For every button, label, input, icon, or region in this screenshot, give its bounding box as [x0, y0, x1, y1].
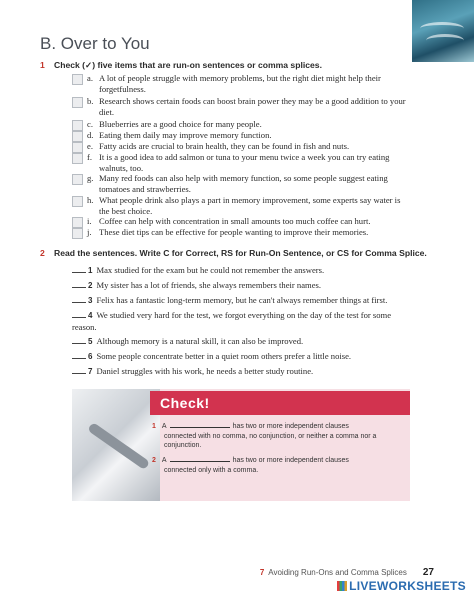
item-text: A lot of people struggle with memory problems, but the right diet might help their forgetfulness.: [99, 73, 381, 94]
check-rest: has two or more independent clauses: [232, 457, 349, 464]
item-letter: j.: [87, 227, 92, 237]
check-a: A: [161, 457, 167, 464]
item-letter: c.: [87, 119, 93, 129]
answer-blank[interactable]: [72, 335, 86, 344]
item-text: These diet tips can be effective for people wanting to improve their memories.: [99, 227, 369, 237]
check-a: A: [161, 423, 167, 430]
item-letter: i.: [87, 216, 92, 226]
q1-item-h: [72, 195, 412, 216]
q1-instruction: [40, 60, 322, 71]
q2-number: 2: [40, 248, 45, 258]
q2-item-1: [72, 264, 412, 277]
check-item-1: [152, 420, 402, 451]
section-title: B. Over to You: [40, 34, 150, 53]
check-rest: has two or more independent clauses: [232, 423, 349, 430]
brand-logo: [337, 579, 466, 593]
check-title: Check!: [160, 395, 210, 411]
q1-item-b: [72, 96, 412, 117]
item-number: 3: [88, 296, 93, 305]
q1-item-j: [72, 227, 412, 238]
item-text: Felix has a fantastic long-term memory, but he can't always remember things at first.: [96, 295, 388, 305]
pen-icon: [87, 422, 150, 470]
q1-item-i: [72, 216, 412, 227]
item-text: It is a good idea to add salmon or tuna to your menu twice a week you can try eating walnuts, too.: [99, 152, 390, 173]
item-text: Blueberries are a good choice for many people.: [99, 119, 262, 129]
q2-instruction-text: Read the sentences. Write C for Correct, RS for Run-On Sentence, or CS for Comma Splice.: [54, 248, 427, 258]
item-letter: h.: [87, 195, 94, 205]
q2-item-7: [72, 365, 412, 378]
answer-blank[interactable]: [72, 279, 86, 288]
answer-blank[interactable]: [72, 294, 86, 303]
item-text: Research shows certain foods can boost brain power they may be a good addition to your diet.: [99, 96, 406, 117]
check-title-bar: [150, 391, 410, 415]
check-cont: connected only with a comma.: [164, 466, 259, 474]
check-item-2: [152, 454, 402, 475]
q1-item-c: [72, 119, 412, 130]
q2-instruction: [40, 248, 427, 258]
item-text: Coffee can help with concentration in small amounts too much coffee can hurt.: [99, 216, 371, 226]
item-text: My sister has a lot of friends, she always remembers their names.: [96, 280, 322, 290]
item-letter: d.: [87, 130, 94, 140]
q1-item-d: [72, 130, 412, 141]
q1-item-f: [72, 152, 412, 173]
item-text: Fatty acids are crucial to brain health, they can be found in fish and nuts.: [99, 141, 350, 151]
answer-blank[interactable]: [72, 309, 86, 318]
item-number: 2: [152, 457, 156, 464]
answer-blank[interactable]: [72, 365, 86, 374]
item-text: Max studied for the exam but he could not remember the answers.: [96, 265, 325, 275]
item-letter: b.: [87, 96, 94, 106]
q2-item-6: [72, 350, 412, 363]
item-text: Daniel struggles with his work, he needs a better study routine.: [96, 366, 314, 376]
item-number: 7: [88, 367, 93, 376]
answer-blank[interactable]: [170, 420, 230, 428]
item-number: 2: [88, 281, 93, 290]
q2-item-3: [72, 294, 412, 307]
check-cont: connected with no comma, no conjunction, or neither a comma nor a conjunction.: [164, 432, 377, 449]
answer-blank[interactable]: [170, 454, 230, 462]
item-letter: f.: [87, 152, 93, 162]
q2-item-4: [72, 309, 412, 332]
chapter-number: 7: [259, 568, 265, 577]
item-text: Many red foods can also help with memory function, so some people suggest eating tomatoes and strawberries.: [99, 173, 388, 194]
item-text: We studied very hard for the test, we forgot everything on the day of the test for some reason.: [72, 310, 392, 332]
item-text: Some people concentrate better in a quiet room others prefer a little noise.: [96, 351, 352, 361]
q1-number: 1: [40, 60, 45, 70]
item-text: What people drink also plays a part in memory improvement, some experts say water is the best choice.: [99, 195, 401, 216]
q2-item-5: [72, 335, 412, 348]
item-letter: e.: [87, 141, 93, 151]
answer-blank[interactable]: [72, 350, 86, 359]
item-text: Although memory is a natural skill, it can also be improved.: [96, 336, 304, 346]
page-number: 27: [422, 567, 434, 578]
answer-blank[interactable]: [72, 264, 86, 273]
item-number: 1: [88, 266, 93, 275]
brand-text: LIVEWORKSHEETS: [349, 579, 466, 593]
wave-shape: [426, 34, 464, 47]
page-footer: [260, 567, 434, 578]
q1-item-e: [72, 141, 412, 152]
q2-item-2: [72, 279, 412, 292]
q1-item-a: [72, 73, 412, 94]
item-number: 6: [88, 352, 93, 361]
chapter-title: Avoiding Run-Ons and Comma Splices: [268, 568, 407, 577]
check-box: [72, 389, 410, 501]
corner-photo: [412, 0, 474, 62]
item-text: Eating them daily may improve memory function.: [99, 130, 272, 140]
item-number: 4: [88, 311, 93, 320]
item-letter: a.: [87, 73, 93, 83]
liveworksheets-icon: [337, 581, 347, 591]
item-letter: g.: [87, 173, 94, 183]
item-number: 1: [152, 423, 156, 430]
q1-instruction-text: Check (✓) five items that are run-on sentences or comma splices.: [54, 60, 322, 70]
item-number: 5: [88, 337, 93, 346]
q1-item-g: [72, 173, 412, 194]
pen-photo: [72, 389, 160, 501]
